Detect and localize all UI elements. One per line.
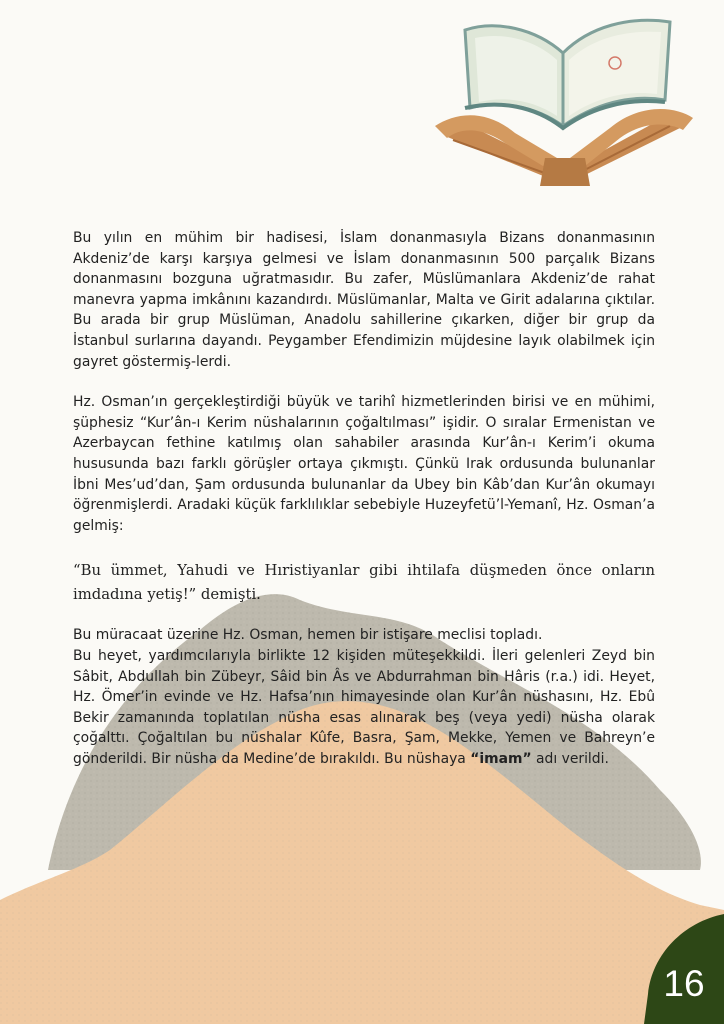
imam-emphasis: “imam” xyxy=(470,750,532,767)
paragraph-1: Bu yılın en mühim bir hadisesi, İslam donanmasıyla Bizans donanmasının Akdeniz’de karşı karşıya gelmesi ve İslam donanmasının 500 parçalık Bizans donanmasını bozguna uğratmasıdır. Bu zafer, Müslümanlara Akdeniz’de rahat manevra yapma imkânını kazandırdı. Müslümanlar, Malta ve Girit adalarına çıktılar. Bu arada bir grup Müslüman, Anadolu sahillerine çıkarken, diğer bir grup da İstanbul surlarına dayandı. Peygamber Efendimizin müjdesine layık olabilmek için gayret göstermiş-lerdi. xyxy=(73,230,655,370)
quote-paragraph: “Bu ümmet, Yahudi ve Hıristiyanlar gibi ihtilafa düşmeden önce onların imdadına yetiş!” demişti. xyxy=(73,562,655,604)
article-body xyxy=(73,228,655,769)
paragraph-4-end: adı verildi. xyxy=(531,750,609,767)
quran-on-rahle-icon xyxy=(425,8,705,193)
page-number: 16 xyxy=(663,963,705,1004)
paragraph-4 xyxy=(73,646,655,770)
paragraph-2: Hz. Osman’ın gerçekleştirdiği büyük ve tarihî hizmetlerinden birisi ve en mühimi, şüphesiz “Kur’ân-ı Kerim nüshalarının çoğaltılması” işidir. O sıralar Ermenistan ve Azerbaycan fethine katılmış olan sahabiler arasında Kur’ân-ı Kerim’i okuma hususunda bazı farklı görüşler ortaya çıkmıştı. Çünkü Irak ordusunda bulunanlar İbni Mes’ud’dan, Şam ordusunda bulunanlar da Ubey bin Kâb’dan Kur’ân okumayı öğrenmişlerdi. Aradaki küçük farklılıklar sebebiyle Huzeyfetü’l-Yemanî, Hz. Osman’a gelmiş: xyxy=(73,394,655,534)
paragraph-3: Bu müracaat üzerine Hz. Osman, hemen bir istişare meclisi topladı. xyxy=(73,627,543,644)
paragraph-4-text: Bu heyet, yardımcılarıyla birlikte 12 kişiden müteşekkildi. İleri gelenleri Zeyd bin Sâbit, Abdullah bin Zübeyr, Sâid bin Âs ve Abdurrahman bin Hâris (r.a.) idi. Heyet, Hz. Ömer’in evinde ve Hz. Hafsa’nın himayesinde olan Kur’ân nüshasını, Hz. Ebû Bekir zamanında toplatılan nüsha esas alınarak beş (veya yedi) nüsha olarak çoğalttı. Çoğaltılan bu nüshalar Kûfe, Basra, Şam, Mekke, Yemen ve Bahreyn’e gönderildi. Bir nüsha da Medine’de bırakıldı. Bu nüshaya xyxy=(73,647,655,767)
